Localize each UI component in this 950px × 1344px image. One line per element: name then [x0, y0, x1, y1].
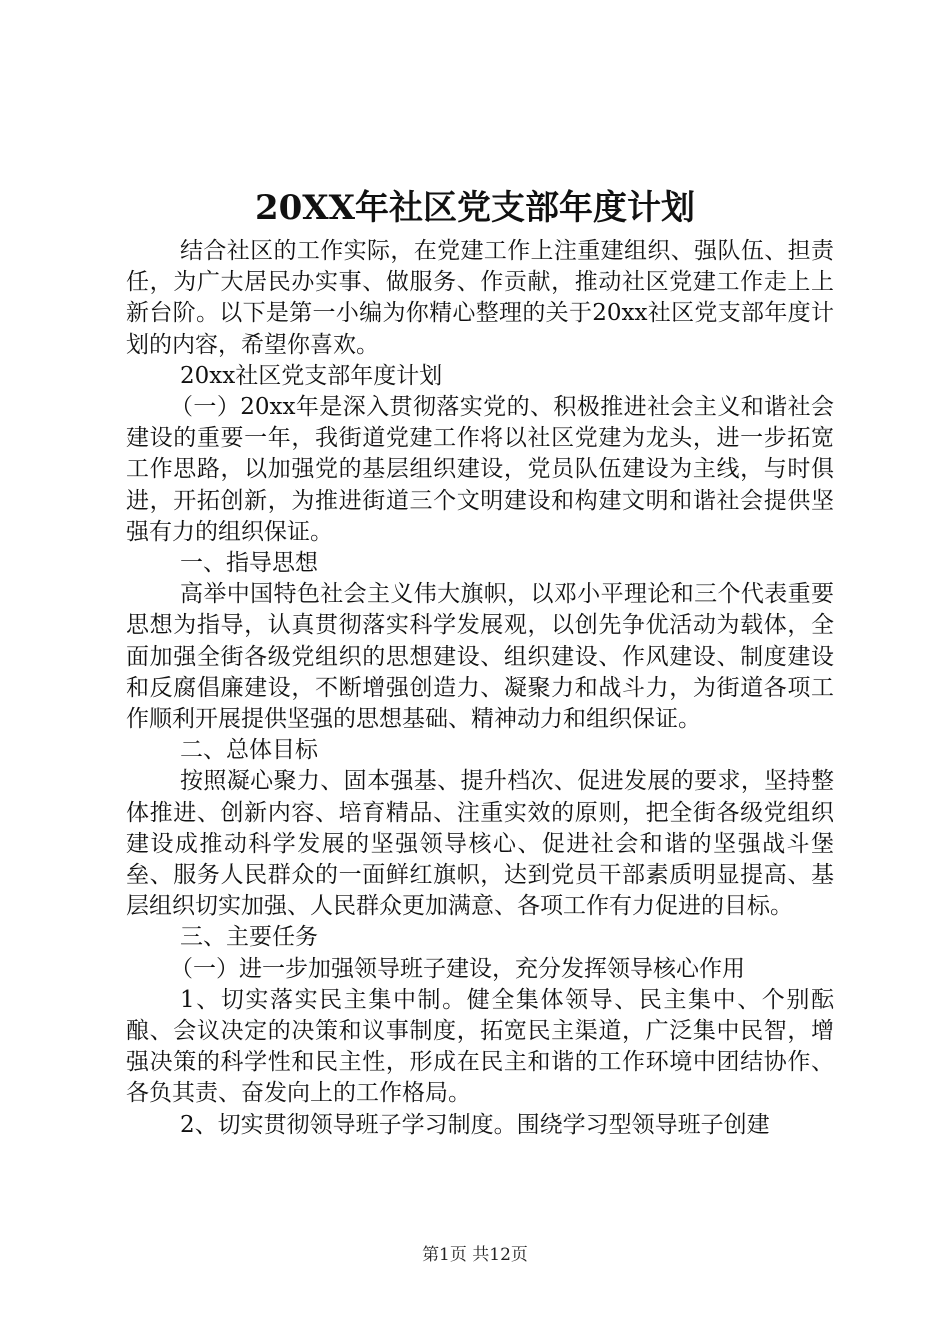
paragraph-section-1: （一）20xx年是深入贯彻落实党的、积极推进社会主义和谐社会建设的重要一年，我街道党建工作将以社区党建为龙头，进一步拓宽工作思路，以加强党的基层组织建设，党员队伍建设为主线，与时俱进，开拓创新，为推进街道三个文明建设和构建文明和谐社会提供坚强有力的组织保证。: [126, 394, 834, 545]
paragraph-intro: 结合社区的工作实际，在党建工作上注重建组织、强队伍、担责任，为广大居民办实事、做服务、作贡献，推动社区党建工作走上上新台阶。以下是第一小编为你精心整理的关于20xx社区党支部年度计划的内容，希望你喜欢。: [126, 238, 834, 358]
heading-task-1: （一）进一步加强领导班子建设，充分发挥领导核心作用: [170, 955, 745, 982]
heading-main-tasks: 三、主要任务: [180, 924, 318, 951]
heading-guiding-thought: 一、指导思想: [180, 550, 318, 577]
paragraph-guiding-thought: 高举中国特色社会主义伟大旗帜，以邓小平理论和三个代表重要思想为指导，认真贯彻落实科学发展观，以创先争优活动为载体，全面加强全街各级党组织的思想建设、组织建设、作风建设、制度建设和反腐倡廉建设，不断增强创造力、凝聚力和战斗力，为街道各项工作顺利开展提供坚强的思想基础、精神动力和组织保证。: [126, 581, 834, 733]
paragraph-overall-goal: 按照凝心聚力、固本强基、提升档次、促进发展的要求，坚持整体推进、创新内容、培育精品、注重实效的原则，把全街各级党组织建设成推动科学发展的坚强领导核心、促进社会和谐的坚强战斗堡垒、服务人民群众的一面鲜红旗帜，达到党员干部素质明显提高、基层组织切实加强、人民群众更加满意、各项工作有力促进的目标。: [126, 768, 834, 920]
paragraph-subtitle: 20xx社区党支部年度计划: [180, 362, 443, 389]
heading-overall-goal: 二、总体目标: [180, 737, 318, 764]
paragraph-task-1-item-1: 1、切实落实民主集中制。健全集体领导、民主集中、个别酝酿、会议决定的决策和议事制度，拓宽民主渠道，广泛集中民智，增强决策的科学性和民主性，形成在民主和谐的工作环境中团结协作、各负其责、奋发向上的工作格局。: [126, 986, 834, 1107]
document-title: 20XX年社区党支部年度计划: [254, 188, 696, 228]
page-number-footer: 第1页 共12页: [422, 1245, 528, 1265]
document-body: [126, 236, 834, 1141]
paragraph-task-1-item-2: 2、切实贯彻领导班子学习制度。围绕学习型领导班子创建: [180, 1111, 770, 1138]
